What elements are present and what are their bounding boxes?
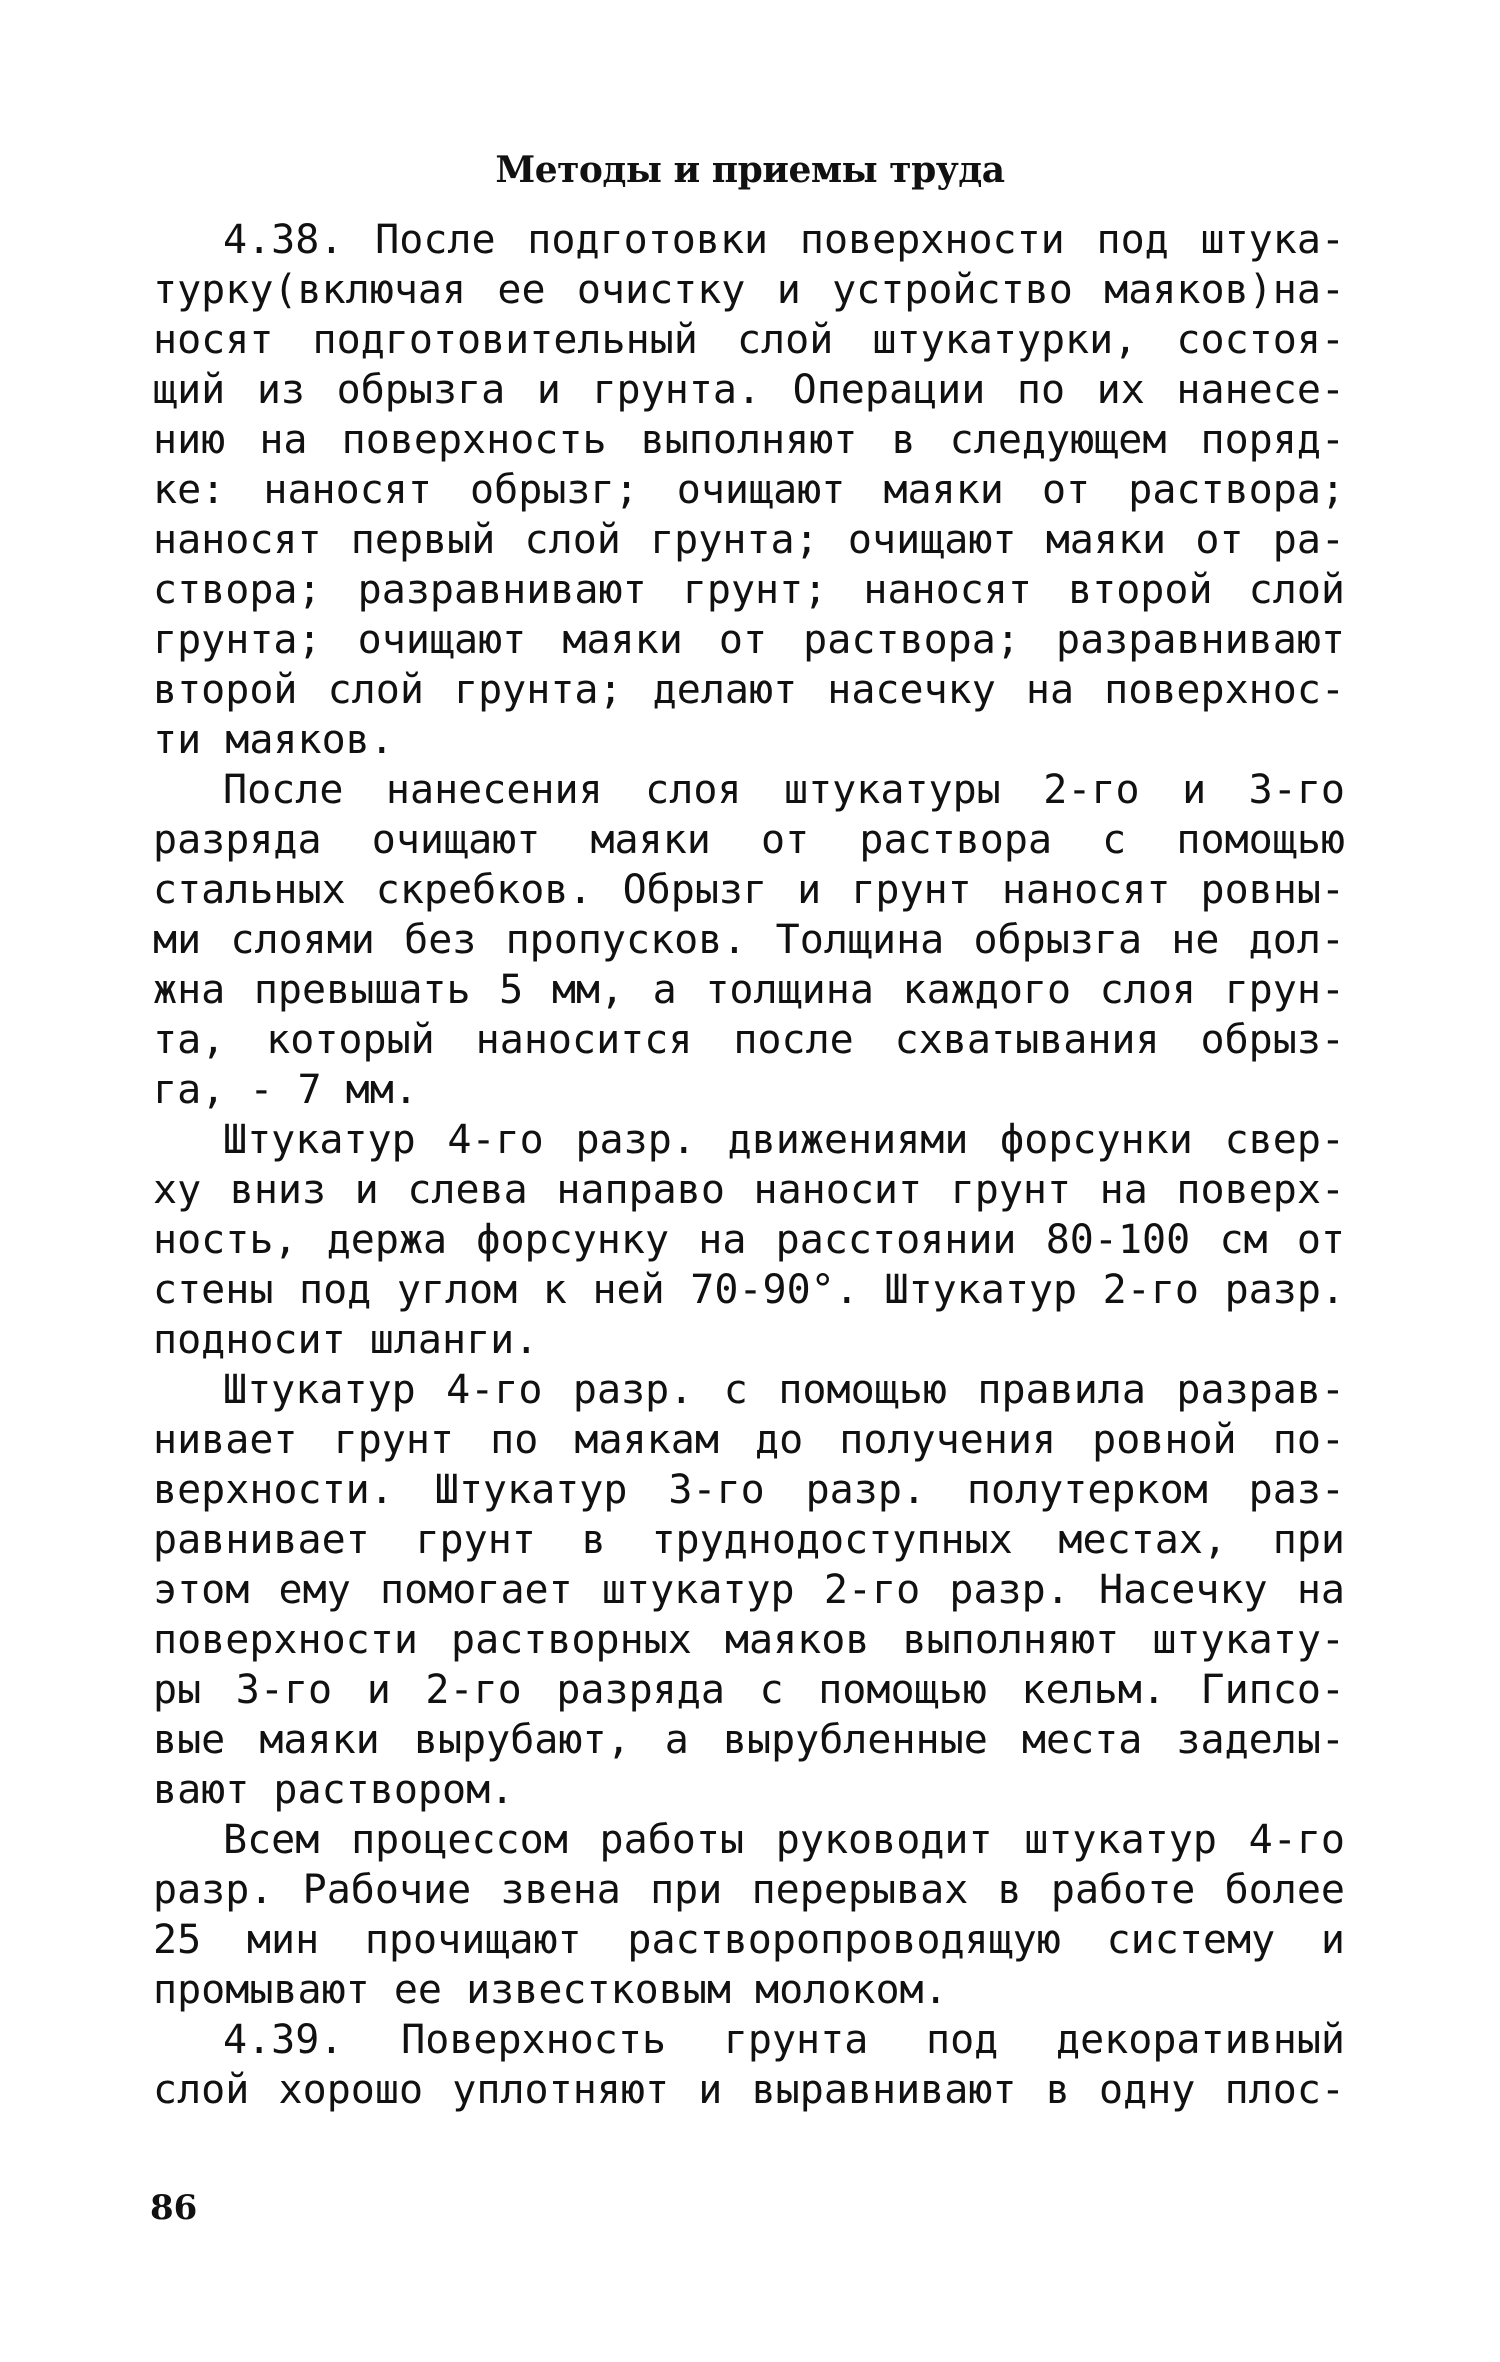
text-line: жна превышать 5 мм, а толщина каждого слоя грун- bbox=[153, 967, 1345, 1013]
text-line: подносит шланги. bbox=[153, 1317, 539, 1363]
text-line: створа; разравнивают грунт; наносят второй слой bbox=[153, 567, 1345, 613]
text-line: нивает грунт по маякам до получения ровной по- bbox=[153, 1417, 1345, 1463]
text-line: 4.38. После подготовки поверхности под штука- bbox=[223, 217, 1345, 263]
text-line: ху вниз и слева направо наносит грунт на поверх- bbox=[153, 1167, 1345, 1213]
text-line: 25 мин прочищают растворопроводящую систему и bbox=[153, 1917, 1345, 1963]
text-line: наносят первый слой грунта; очищают маяки от ра- bbox=[153, 517, 1345, 563]
text-line: носят подготовительный слой штукатурки, состоя- bbox=[153, 317, 1345, 363]
running-head: Методы и приемы труда bbox=[495, 149, 1005, 191]
text-line: 4.39. Поверхность грунта под декоративный bbox=[223, 2017, 1345, 2063]
text-line: щий из обрызга и грунта. Операции по их нанесе- bbox=[153, 367, 1345, 413]
text-line: слой хорошо уплотняют и выравнивают в одну плос- bbox=[153, 2067, 1345, 2113]
text-line: вые маяки вырубают, а вырубленные места заделы- bbox=[153, 1717, 1345, 1763]
text-line: стальных скребков. Обрызг и грунт наносят ровны- bbox=[153, 867, 1345, 913]
text-line: та, который наносится после схватывания обрыз- bbox=[153, 1017, 1345, 1063]
text-line: верхности. Штукатур 3-го разр. полутерком раз- bbox=[153, 1467, 1345, 1513]
text-line: ти маяков. bbox=[153, 717, 394, 763]
text-line: Штукатур 4-го разр. с помощью правила разрав- bbox=[223, 1367, 1345, 1413]
text-line: поверхности растворных маяков выполняют штукату- bbox=[153, 1617, 1345, 1663]
text-line: ке: наносят обрызг; очищают маяки от раствора; bbox=[153, 467, 1345, 513]
text-line: грунта; очищают маяки от раствора; разравнивают bbox=[153, 617, 1345, 663]
text-line: ры 3-го и 2-го разряда с помощью кельм. Гипсо- bbox=[153, 1667, 1345, 1713]
text-line: второй слой грунта; делают насечку на поверхнос- bbox=[153, 667, 1345, 713]
text-line: промывают ее известковым молоком. bbox=[153, 1967, 948, 2013]
body-text bbox=[153, 215, 1345, 2115]
page-number: 86 bbox=[150, 2188, 198, 2228]
text-line: разр. Рабочие звена при перерывах в работе более bbox=[153, 1867, 1345, 1913]
text-line: Штукатур 4-го разр. движениями форсунки свер- bbox=[223, 1117, 1345, 1163]
text-line: ность, держа форсунку на расстоянии 80-100 см от bbox=[153, 1217, 1345, 1263]
text-line: После нанесения слоя штукатуры 2-го и 3-го bbox=[223, 767, 1345, 813]
text-line: нию на поверхность выполняют в следующем поряд- bbox=[153, 417, 1345, 463]
text-line: Всем процессом работы руководит штукатур 4-го bbox=[223, 1817, 1345, 1863]
text-line: турку(включая ее очистку и устройство маяков)на- bbox=[153, 267, 1345, 313]
text-line: стены под углом к ней 70-90°. Штукатур 2-го разр. bbox=[153, 1267, 1345, 1313]
text-line: га, - 7 мм. bbox=[153, 1067, 418, 1113]
text-line: этом ему помогает штукатур 2-го разр. Насечку на bbox=[153, 1567, 1345, 1613]
text-line: разряда очищают маяки от раствора с помощью bbox=[153, 817, 1345, 863]
text-line: равнивает грунт в труднодоступных местах, при bbox=[153, 1517, 1345, 1563]
text-line: вают раствором. bbox=[153, 1767, 515, 1813]
text-line: ми слоями без пропусков. Толщина обрызга не дол- bbox=[153, 917, 1345, 963]
